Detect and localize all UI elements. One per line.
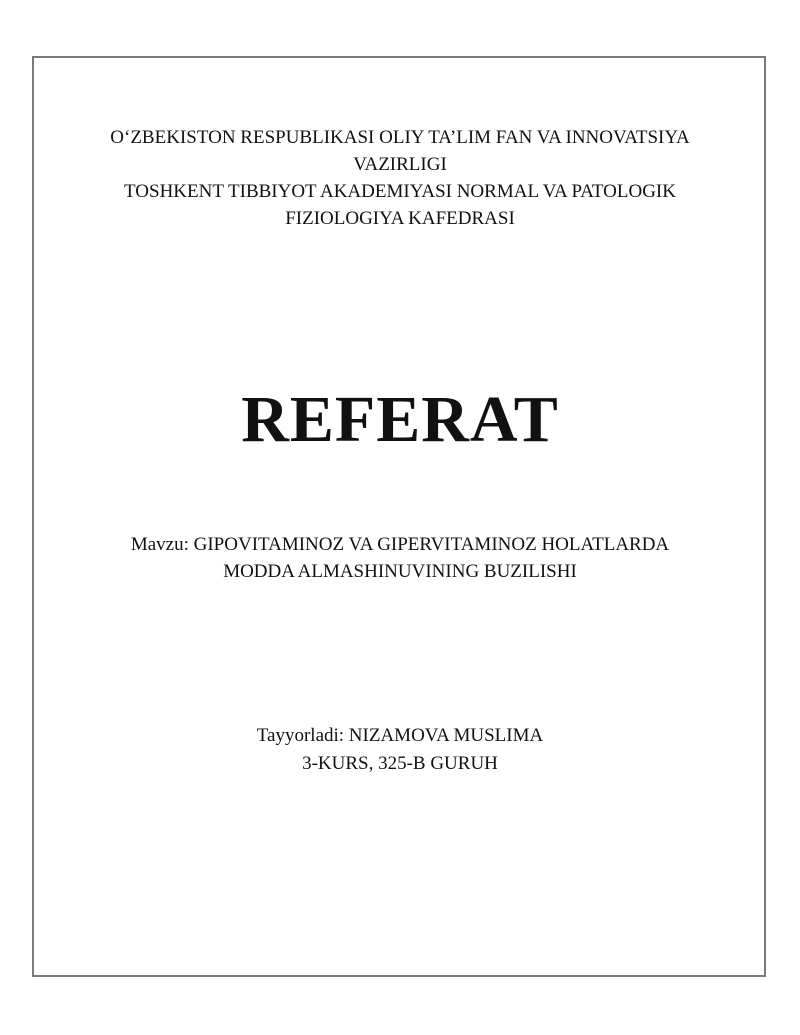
topic-line-2: MODDA ALMASHINUVINING BUZILISHI (223, 561, 577, 582)
author-group: 3-KURS, 325-B GURUH (302, 753, 498, 774)
document-title: REFERAT (241, 383, 559, 456)
header-line-1: O‘ZBEKISTON RESPUBLIKASI OLIY TA’LIM FAN VA INNOVATSIYA (110, 127, 690, 148)
header-line-2: VAZIRLIGI (353, 154, 447, 175)
institution-header (0, 124, 800, 232)
header-line-3: TOSHKENT TIBBIYOT AKADEMIYASI NORMAL VA PATOLOGIK (124, 181, 676, 202)
author-name: Tayyorladi: NIZAMOVA MUSLIMA (256, 725, 544, 746)
topic-line-1: Mavzu: GIPOVITAMINOZ VA GIPERVITAMINOZ HOLATLARDA (130, 534, 670, 555)
header-line-4: FIZIOLOGIYA KAFEDRASI (285, 208, 515, 229)
author-block (0, 722, 800, 778)
topic-block (0, 531, 800, 585)
